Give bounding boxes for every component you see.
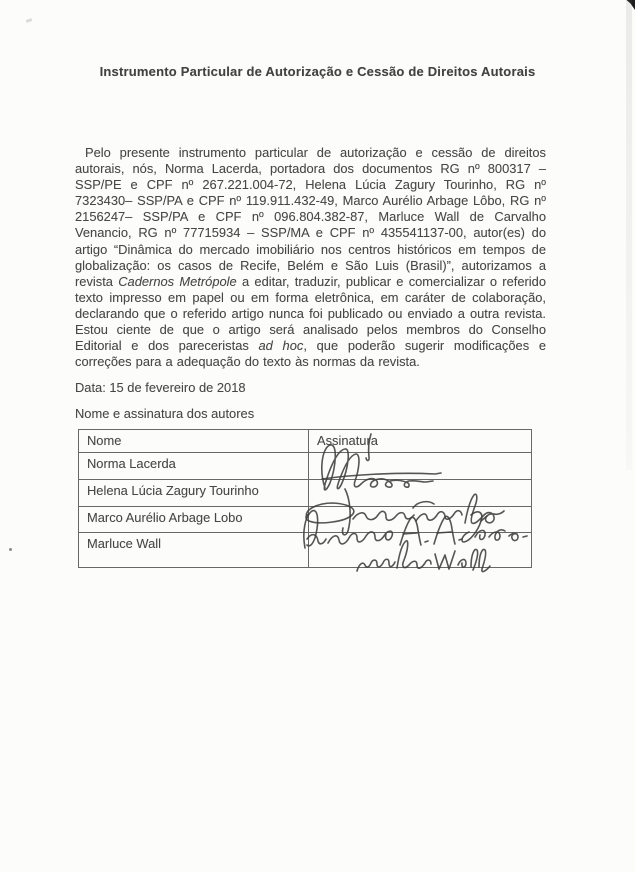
table-row-norma <box>79 453 532 480</box>
document-title: Instrumento Particular de Autorização e Cessão de Direitos Autorais <box>99 64 536 79</box>
table-header-row <box>79 430 532 453</box>
journal-name-italic: Cadernos Metrópole <box>118 273 237 289</box>
signature-cell <box>309 480 532 507</box>
author-name-cell: Norma Lacerda <box>79 453 309 480</box>
author-name-cell: Marco Aurélio Arbage Lobo <box>79 507 309 533</box>
signature-cell <box>309 533 532 568</box>
scan-artifact-smudge <box>26 18 33 23</box>
author-name-cell: Helena Lúcia Zagury Tourinho <box>79 480 309 507</box>
column-header-assinatura: Assinatura <box>309 430 532 453</box>
table-row-marco <box>79 507 532 533</box>
body-paragraph <box>75 145 546 370</box>
signature-table-caption: Nome e assinatura dos autores <box>75 406 255 421</box>
column-header-nome: Nome <box>79 430 309 453</box>
signature-table <box>78 429 532 568</box>
body-text-part1: Pelo presente instrumento particular de autorização e cessão de direitos autorais, nós, Norma Lacerda, portadora dos documentos RG nº 800317 – SSP/PE e CPF nº 267.221.004-72, Helena Lúcia Zagury Tourinho, RG nº 7323430– SSP/PA e CPF nº 119.911.432-49, Marco Aurélio Arbage Lôbo, RG nº 2156247– SSP/PA e CPF nº 096.804.382-87, Marluce Wall de Carvalho Venancio, RG nº 77715934 – SSP/MA e CPF nº 435541137-00, autor(es) do artigo “Dinâmica do mercado imobiliário nos centros históricos em tempos de globalização: os casos de Recife, Belém e São Luis (Brasil)”, autorizamos a revista <box>75 145 546 289</box>
latin-term-italic: ad hoc <box>258 338 304 354</box>
table-row-marluce <box>79 533 532 568</box>
table-row-helena <box>79 480 532 507</box>
author-name-cell: Marluce Wall <box>79 533 309 568</box>
signature-cell <box>309 507 532 533</box>
body-text-part2: a editar, traduzir, publicar e comercializar o referido texto impresso em papel ou em forma eletrônica, em caráter de colaboração, declarando que o referido artigo nunca foi publicado ou enviado a outra revista. Estou ciente de que o artigo será analisado pelos membros do Conselho Editorial e dos pareceristas <box>75 273 547 354</box>
scan-artifact-dot <box>9 548 12 551</box>
signature-cell <box>309 453 532 480</box>
body-text-part3: , que poderão sugerir modificações e correções para a adequação do texto às normas da revista. <box>75 338 547 370</box>
date-line: Data: 15 de fevereiro de 2018 <box>75 380 246 395</box>
